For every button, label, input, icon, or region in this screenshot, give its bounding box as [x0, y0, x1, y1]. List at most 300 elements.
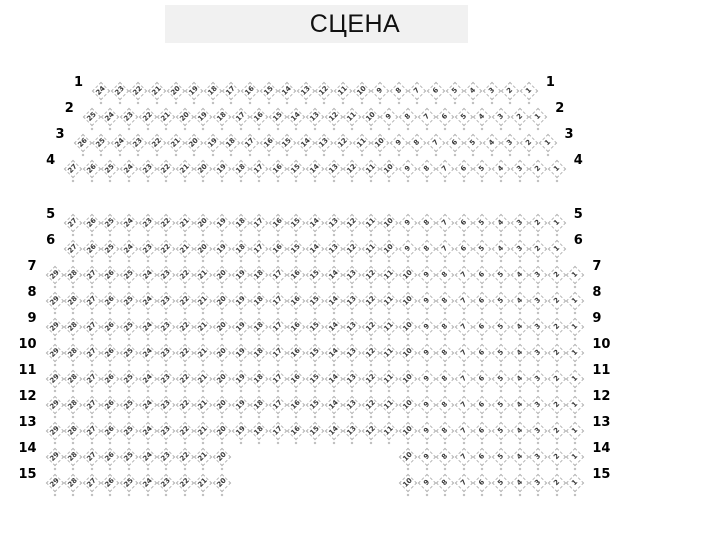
seat-row14-num23[interactable]: [157, 448, 175, 466]
seat-row5-num17[interactable]: [250, 214, 268, 232]
seat-row5-num21[interactable]: [176, 214, 194, 232]
seat-row2-num2[interactable]: [510, 108, 528, 126]
seat-row7-num23[interactable]: [157, 266, 175, 284]
seat-row15-num6[interactable]: [473, 474, 491, 492]
seat-row1-num15[interactable]: [259, 82, 277, 100]
seat-row14-num1[interactable]: [566, 448, 584, 466]
seat-row3-num23[interactable]: [129, 134, 147, 152]
seat-row15-num7[interactable]: [455, 474, 473, 492]
seat-row10-num2[interactable]: [548, 344, 566, 362]
seat-row4-num20[interactable]: [194, 160, 212, 178]
seat-row9-num18[interactable]: [250, 318, 268, 336]
seat-row12-num6[interactable]: [473, 396, 491, 414]
seat-row12-num9[interactable]: [417, 396, 435, 414]
seat-row7-num14[interactable]: [324, 266, 342, 284]
seat-row7-num25[interactable]: [120, 266, 138, 284]
seat-row5-num1[interactable]: [548, 214, 566, 232]
seat-row11-num9[interactable]: [417, 370, 435, 388]
seat-row6-num1[interactable]: [548, 240, 566, 258]
seat-row12-num24[interactable]: [138, 396, 156, 414]
seat-row5-num10[interactable]: [380, 214, 398, 232]
seat-row6-num19[interactable]: [213, 240, 231, 258]
seat-row9-num6[interactable]: [473, 318, 491, 336]
seat-row4-num3[interactable]: [510, 160, 528, 178]
seat-row1-num6[interactable]: [427, 82, 445, 100]
seat-row2-num7[interactable]: [417, 108, 435, 126]
seat-row5-num23[interactable]: [138, 214, 156, 232]
seat-row2-num5[interactable]: [455, 108, 473, 126]
seat-row3-num3[interactable]: [501, 134, 519, 152]
seat-row6-num20[interactable]: [194, 240, 212, 258]
seat-row8-num13[interactable]: [343, 292, 361, 310]
seat-row4-num5[interactable]: [473, 160, 491, 178]
seat-row5-num4[interactable]: [492, 214, 510, 232]
seat-row13-num24[interactable]: [138, 422, 156, 440]
seat-row2-num19[interactable]: [194, 108, 212, 126]
seat-row4-num22[interactable]: [157, 160, 175, 178]
seat-row12-num1[interactable]: [566, 396, 584, 414]
seat-row7-num26[interactable]: [101, 266, 119, 284]
seat-row7-num21[interactable]: [194, 266, 212, 284]
seat-row6-num16[interactable]: [269, 240, 287, 258]
seat-row9-num25[interactable]: [120, 318, 138, 336]
seat-row1-num13[interactable]: [296, 82, 314, 100]
seat-row1-num9[interactable]: [371, 82, 389, 100]
seat-row7-num16[interactable]: [287, 266, 305, 284]
seat-row9-num27[interactable]: [83, 318, 101, 336]
seat-row14-num9[interactable]: [417, 448, 435, 466]
seat-row6-num5[interactable]: [473, 240, 491, 258]
seat-row3-num7[interactable]: [427, 134, 445, 152]
seat-row2-num13[interactable]: [306, 108, 324, 126]
seat-row4-num16[interactable]: [269, 160, 287, 178]
seat-row4-num14[interactable]: [306, 160, 324, 178]
seat-row8-num23[interactable]: [157, 292, 175, 310]
seat-row10-num18[interactable]: [250, 344, 268, 362]
seat-row10-num15[interactable]: [306, 344, 324, 362]
seat-row12-num13[interactable]: [343, 396, 361, 414]
seat-row11-num29[interactable]: [45, 370, 63, 388]
seat-row5-num24[interactable]: [120, 214, 138, 232]
seat-row1-num3[interactable]: [482, 82, 500, 100]
seat-row15-num4[interactable]: [510, 474, 528, 492]
seat-row14-num27[interactable]: [83, 448, 101, 466]
seat-row15-num1[interactable]: [566, 474, 584, 492]
seat-row10-num13[interactable]: [343, 344, 361, 362]
seat-row15-num9[interactable]: [417, 474, 435, 492]
seat-row7-num2[interactable]: [548, 266, 566, 284]
seat-row6-num8[interactable]: [417, 240, 435, 258]
seat-row8-num12[interactable]: [362, 292, 380, 310]
seat-row2-num10[interactable]: [362, 108, 380, 126]
seat-row5-num20[interactable]: [194, 214, 212, 232]
seat-row3-num18[interactable]: [222, 134, 240, 152]
seat-row2-num14[interactable]: [287, 108, 305, 126]
seat-row1-num21[interactable]: [148, 82, 166, 100]
seat-row12-num25[interactable]: [120, 396, 138, 414]
seat-row13-num10[interactable]: [399, 422, 417, 440]
seat-row12-num18[interactable]: [250, 396, 268, 414]
seat-row10-num19[interactable]: [231, 344, 249, 362]
seat-row6-num21[interactable]: [176, 240, 194, 258]
seat-row8-num29[interactable]: [45, 292, 63, 310]
seat-row5-num19[interactable]: [213, 214, 231, 232]
seat-row15-num23[interactable]: [157, 474, 175, 492]
seat-row11-num2[interactable]: [548, 370, 566, 388]
seat-row14-num26[interactable]: [101, 448, 119, 466]
seat-row10-num8[interactable]: [436, 344, 454, 362]
seat-row8-num25[interactable]: [120, 292, 138, 310]
seat-row8-num3[interactable]: [529, 292, 547, 310]
seat-row9-num7[interactable]: [455, 318, 473, 336]
seat-row10-num4[interactable]: [510, 344, 528, 362]
seat-row12-num7[interactable]: [455, 396, 473, 414]
seat-row8-num2[interactable]: [548, 292, 566, 310]
seat-row13-num4[interactable]: [510, 422, 528, 440]
seat-row10-num29[interactable]: [45, 344, 63, 362]
seat-row12-num29[interactable]: [45, 396, 63, 414]
seat-row13-num17[interactable]: [269, 422, 287, 440]
seat-row14-num7[interactable]: [455, 448, 473, 466]
seat-row3-num8[interactable]: [408, 134, 426, 152]
seat-row9-num15[interactable]: [306, 318, 324, 336]
seat-row11-num22[interactable]: [176, 370, 194, 388]
seat-row3-num13[interactable]: [315, 134, 333, 152]
seat-row12-num14[interactable]: [324, 396, 342, 414]
seat-row10-num25[interactable]: [120, 344, 138, 362]
seat-row13-num9[interactable]: [417, 422, 435, 440]
seat-row8-num14[interactable]: [324, 292, 342, 310]
seat-row2-num23[interactable]: [120, 108, 138, 126]
seat-row11-num20[interactable]: [213, 370, 231, 388]
seat-row4-num24[interactable]: [120, 160, 138, 178]
seat-row9-num20[interactable]: [213, 318, 231, 336]
seat-row10-num1[interactable]: [566, 344, 584, 362]
seat-row15-num3[interactable]: [529, 474, 547, 492]
seat-row13-num19[interactable]: [231, 422, 249, 440]
seat-row2-num4[interactable]: [473, 108, 491, 126]
seat-row15-num26[interactable]: [101, 474, 119, 492]
seat-row9-num11[interactable]: [380, 318, 398, 336]
seat-row13-num5[interactable]: [492, 422, 510, 440]
seat-row11-num5[interactable]: [492, 370, 510, 388]
seat-row7-num20[interactable]: [213, 266, 231, 284]
seat-row8-num1[interactable]: [566, 292, 584, 310]
seat-row9-num10[interactable]: [399, 318, 417, 336]
seat-row10-num14[interactable]: [324, 344, 342, 362]
seat-row4-num19[interactable]: [213, 160, 231, 178]
seat-row11-num28[interactable]: [64, 370, 82, 388]
seat-row8-num7[interactable]: [455, 292, 473, 310]
seat-row11-num17[interactable]: [269, 370, 287, 388]
seat-row7-num6[interactable]: [473, 266, 491, 284]
seat-row11-num13[interactable]: [343, 370, 361, 388]
seat-row5-num16[interactable]: [269, 214, 287, 232]
seat-row6-num12[interactable]: [343, 240, 361, 258]
seat-row2-num12[interactable]: [324, 108, 342, 126]
seat-row9-num23[interactable]: [157, 318, 175, 336]
seat-row15-num27[interactable]: [83, 474, 101, 492]
seat-row7-num17[interactable]: [269, 266, 287, 284]
seat-row10-num5[interactable]: [492, 344, 510, 362]
seat-row6-num2[interactable]: [529, 240, 547, 258]
seat-row4-num18[interactable]: [231, 160, 249, 178]
seat-row2-num24[interactable]: [101, 108, 119, 126]
seat-row2-num25[interactable]: [83, 108, 101, 126]
seat-row3-num6[interactable]: [445, 134, 463, 152]
seat-row3-num19[interactable]: [203, 134, 221, 152]
seat-row12-num21[interactable]: [194, 396, 212, 414]
seat-row6-num10[interactable]: [380, 240, 398, 258]
seat-row8-num28[interactable]: [64, 292, 82, 310]
seat-row3-num10[interactable]: [371, 134, 389, 152]
seat-row7-num15[interactable]: [306, 266, 324, 284]
seat-row15-num8[interactable]: [436, 474, 454, 492]
seat-row4-num25[interactable]: [101, 160, 119, 178]
seat-row3-num12[interactable]: [334, 134, 352, 152]
seat-row3-num20[interactable]: [185, 134, 203, 152]
seat-row12-num11[interactable]: [380, 396, 398, 414]
seat-row1-num17[interactable]: [222, 82, 240, 100]
seat-row10-num10[interactable]: [399, 344, 417, 362]
seat-row8-num18[interactable]: [250, 292, 268, 310]
seat-row10-num7[interactable]: [455, 344, 473, 362]
seat-row11-num21[interactable]: [194, 370, 212, 388]
seat-row2-num16[interactable]: [250, 108, 268, 126]
seat-row7-num22[interactable]: [176, 266, 194, 284]
seat-row11-num16[interactable]: [287, 370, 305, 388]
seat-row11-num6[interactable]: [473, 370, 491, 388]
seat-row13-num7[interactable]: [455, 422, 473, 440]
seat-row13-num29[interactable]: [45, 422, 63, 440]
seat-row5-num9[interactable]: [399, 214, 417, 232]
seat-row14-num21[interactable]: [194, 448, 212, 466]
seat-row5-num14[interactable]: [306, 214, 324, 232]
seat-row13-num20[interactable]: [213, 422, 231, 440]
seat-row11-num3[interactable]: [529, 370, 547, 388]
seat-row2-num3[interactable]: [492, 108, 510, 126]
seat-row15-num22[interactable]: [176, 474, 194, 492]
seat-row2-num20[interactable]: [176, 108, 194, 126]
seat-row7-num19[interactable]: [231, 266, 249, 284]
seat-row15-num21[interactable]: [194, 474, 212, 492]
seat-row11-num19[interactable]: [231, 370, 249, 388]
seat-row1-num14[interactable]: [278, 82, 296, 100]
seat-row4-num17[interactable]: [250, 160, 268, 178]
seat-row1-num10[interactable]: [352, 82, 370, 100]
seat-row6-num24[interactable]: [120, 240, 138, 258]
seat-row6-num3[interactable]: [510, 240, 528, 258]
seat-row12-num10[interactable]: [399, 396, 417, 414]
seat-row5-num12[interactable]: [343, 214, 361, 232]
seat-row12-num27[interactable]: [83, 396, 101, 414]
seat-row3-num25[interactable]: [92, 134, 110, 152]
seat-row8-num5[interactable]: [492, 292, 510, 310]
seat-row13-num1[interactable]: [566, 422, 584, 440]
seat-row10-num24[interactable]: [138, 344, 156, 362]
seat-row5-num3[interactable]: [510, 214, 528, 232]
seat-row7-num24[interactable]: [138, 266, 156, 284]
seat-row13-num28[interactable]: [64, 422, 82, 440]
seat-row6-num26[interactable]: [83, 240, 101, 258]
seat-row14-num24[interactable]: [138, 448, 156, 466]
seat-row7-num18[interactable]: [250, 266, 268, 284]
seat-row13-num25[interactable]: [120, 422, 138, 440]
seat-row3-num5[interactable]: [464, 134, 482, 152]
seat-row15-num10[interactable]: [399, 474, 417, 492]
seat-row13-num16[interactable]: [287, 422, 305, 440]
seat-row11-num10[interactable]: [399, 370, 417, 388]
seat-row5-num8[interactable]: [417, 214, 435, 232]
seat-row10-num16[interactable]: [287, 344, 305, 362]
seat-row3-num21[interactable]: [166, 134, 184, 152]
seat-row8-num19[interactable]: [231, 292, 249, 310]
seat-row13-num27[interactable]: [83, 422, 101, 440]
seat-row4-num9[interactable]: [399, 160, 417, 178]
seat-row9-num2[interactable]: [548, 318, 566, 336]
seat-row4-num10[interactable]: [380, 160, 398, 178]
seat-row7-num11[interactable]: [380, 266, 398, 284]
seat-row2-num21[interactable]: [157, 108, 175, 126]
seat-row11-num14[interactable]: [324, 370, 342, 388]
seat-row3-num24[interactable]: [110, 134, 128, 152]
seat-row9-num24[interactable]: [138, 318, 156, 336]
seat-row7-num4[interactable]: [510, 266, 528, 284]
seat-row3-num16[interactable]: [259, 134, 277, 152]
seat-row12-num22[interactable]: [176, 396, 194, 414]
seat-row15-num28[interactable]: [64, 474, 82, 492]
seat-row13-num22[interactable]: [176, 422, 194, 440]
seat-row15-num24[interactable]: [138, 474, 156, 492]
seat-row7-num27[interactable]: [83, 266, 101, 284]
seat-row11-num23[interactable]: [157, 370, 175, 388]
seat-row9-num13[interactable]: [343, 318, 361, 336]
seat-row10-num17[interactable]: [269, 344, 287, 362]
seat-row1-num7[interactable]: [408, 82, 426, 100]
seat-row15-num5[interactable]: [492, 474, 510, 492]
seat-row4-num4[interactable]: [492, 160, 510, 178]
seat-row8-num15[interactable]: [306, 292, 324, 310]
seat-row4-num23[interactable]: [138, 160, 156, 178]
seat-row15-num25[interactable]: [120, 474, 138, 492]
seat-row14-num28[interactable]: [64, 448, 82, 466]
seat-row4-num6[interactable]: [455, 160, 473, 178]
seat-row6-num6[interactable]: [455, 240, 473, 258]
seat-row4-num15[interactable]: [287, 160, 305, 178]
seat-row12-num3[interactable]: [529, 396, 547, 414]
seat-row7-num8[interactable]: [436, 266, 454, 284]
seat-row5-num11[interactable]: [362, 214, 380, 232]
seat-row9-num4[interactable]: [510, 318, 528, 336]
seat-row13-num8[interactable]: [436, 422, 454, 440]
seat-row12-num12[interactable]: [362, 396, 380, 414]
seat-row14-num20[interactable]: [213, 448, 231, 466]
seat-row5-num27[interactable]: [64, 214, 82, 232]
seat-row4-num7[interactable]: [436, 160, 454, 178]
seat-row10-num9[interactable]: [417, 344, 435, 362]
seat-row11-num4[interactable]: [510, 370, 528, 388]
seat-row1-num2[interactable]: [501, 82, 519, 100]
seat-row1-num23[interactable]: [110, 82, 128, 100]
seat-row8-num22[interactable]: [176, 292, 194, 310]
seat-row12-num4[interactable]: [510, 396, 528, 414]
seat-row7-num1[interactable]: [566, 266, 584, 284]
seat-row12-num19[interactable]: [231, 396, 249, 414]
seat-row11-num18[interactable]: [250, 370, 268, 388]
seat-row11-num24[interactable]: [138, 370, 156, 388]
seat-row13-num26[interactable]: [101, 422, 119, 440]
seat-row2-num18[interactable]: [213, 108, 231, 126]
seat-row5-num2[interactable]: [529, 214, 547, 232]
seat-row4-num13[interactable]: [324, 160, 342, 178]
seat-row5-num25[interactable]: [101, 214, 119, 232]
seat-row5-num22[interactable]: [157, 214, 175, 232]
seat-row4-num27[interactable]: [64, 160, 82, 178]
seat-row4-num21[interactable]: [176, 160, 194, 178]
seat-row7-num10[interactable]: [399, 266, 417, 284]
seat-row13-num12[interactable]: [362, 422, 380, 440]
seat-row13-num15[interactable]: [306, 422, 324, 440]
seat-row3-num1[interactable]: [538, 134, 556, 152]
seat-row14-num10[interactable]: [399, 448, 417, 466]
seat-row3-num26[interactable]: [73, 134, 91, 152]
seat-row9-num21[interactable]: [194, 318, 212, 336]
seat-row14-num29[interactable]: [45, 448, 63, 466]
seat-row3-num22[interactable]: [148, 134, 166, 152]
seat-row10-num20[interactable]: [213, 344, 231, 362]
seat-row14-num2[interactable]: [548, 448, 566, 466]
seat-row13-num11[interactable]: [380, 422, 398, 440]
seat-row8-num21[interactable]: [194, 292, 212, 310]
seat-row3-num2[interactable]: [520, 134, 538, 152]
seat-row1-num20[interactable]: [166, 82, 184, 100]
seat-row14-num5[interactable]: [492, 448, 510, 466]
seat-row14-num6[interactable]: [473, 448, 491, 466]
seat-row7-num9[interactable]: [417, 266, 435, 284]
seat-row13-num2[interactable]: [548, 422, 566, 440]
seat-row10-num3[interactable]: [529, 344, 547, 362]
seat-row14-num25[interactable]: [120, 448, 138, 466]
seat-row5-num7[interactable]: [436, 214, 454, 232]
seat-row2-num17[interactable]: [231, 108, 249, 126]
seat-row9-num26[interactable]: [101, 318, 119, 336]
seat-row9-num28[interactable]: [64, 318, 82, 336]
seat-row7-num5[interactable]: [492, 266, 510, 284]
seat-row5-num6[interactable]: [455, 214, 473, 232]
seat-row7-num13[interactable]: [343, 266, 361, 284]
seat-row8-num9[interactable]: [417, 292, 435, 310]
seat-row4-num1[interactable]: [548, 160, 566, 178]
seat-row6-num14[interactable]: [306, 240, 324, 258]
seat-row6-num13[interactable]: [324, 240, 342, 258]
seat-row14-num3[interactable]: [529, 448, 547, 466]
seat-row13-num3[interactable]: [529, 422, 547, 440]
seat-row3-num4[interactable]: [482, 134, 500, 152]
seat-row13-num18[interactable]: [250, 422, 268, 440]
seat-row11-num11[interactable]: [380, 370, 398, 388]
seat-row1-num8[interactable]: [389, 82, 407, 100]
seat-row6-num22[interactable]: [157, 240, 175, 258]
seat-row15-num20[interactable]: [213, 474, 231, 492]
seat-row6-num18[interactable]: [231, 240, 249, 258]
seat-row6-num23[interactable]: [138, 240, 156, 258]
seat-row9-num3[interactable]: [529, 318, 547, 336]
seat-row9-num8[interactable]: [436, 318, 454, 336]
seat-row8-num6[interactable]: [473, 292, 491, 310]
seat-row12-num26[interactable]: [101, 396, 119, 414]
seat-row11-num27[interactable]: [83, 370, 101, 388]
seat-row3-num14[interactable]: [296, 134, 314, 152]
